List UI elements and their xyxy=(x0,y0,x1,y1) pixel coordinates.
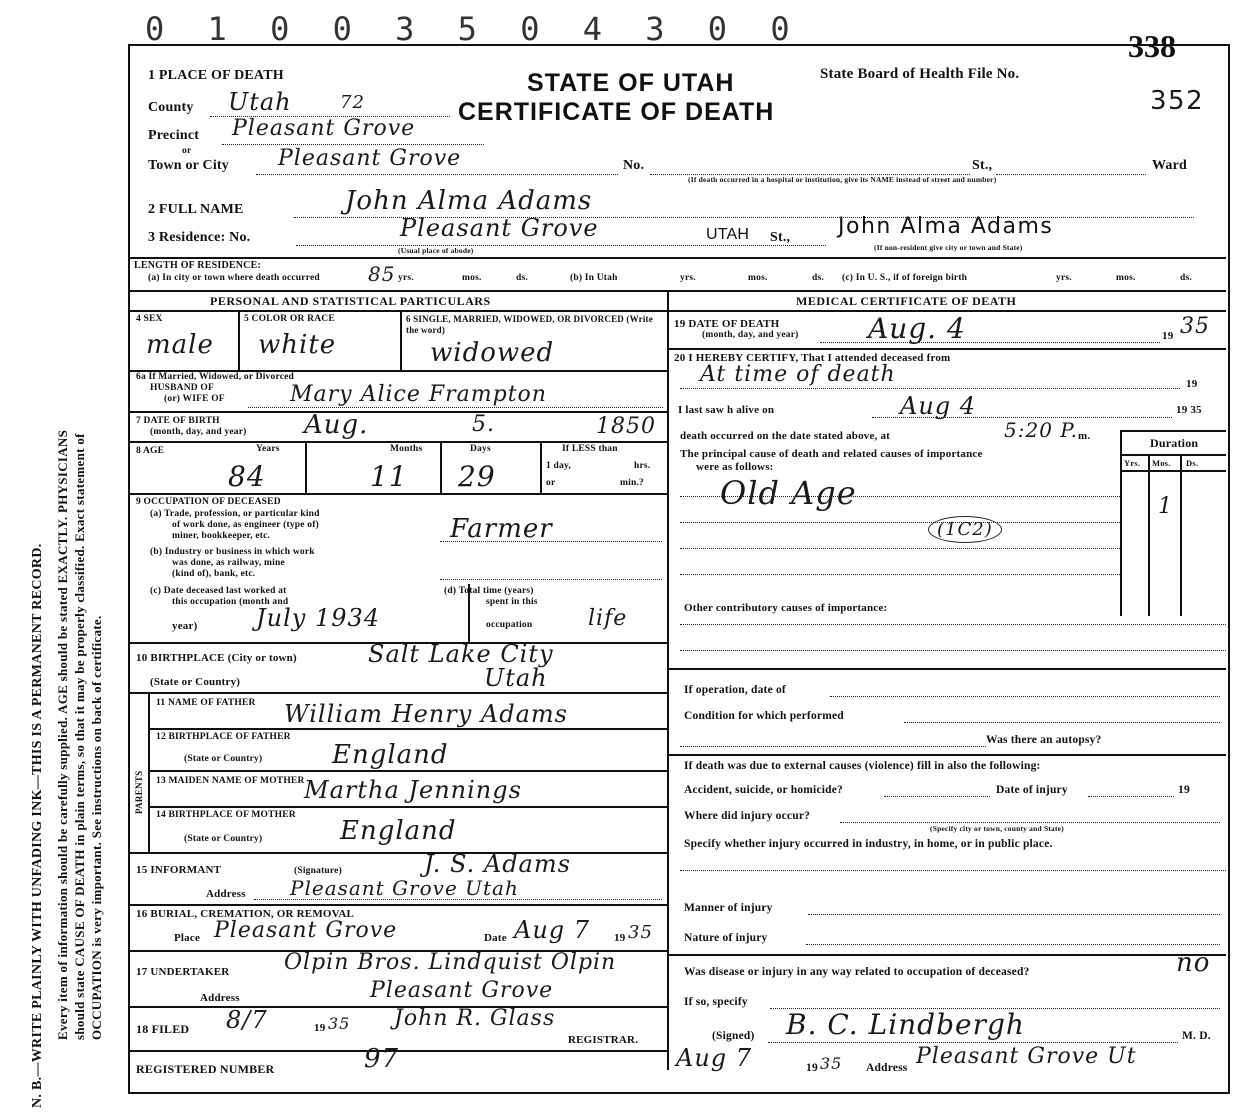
burial-date-value: Aug 7 xyxy=(514,916,591,944)
death-occurred-label: death occurred on the date stated above, at xyxy=(680,430,891,442)
burial-label: 16 BURIAL, CREMATION, OR REMOVAL xyxy=(136,908,355,920)
injury-year: 19 xyxy=(1178,784,1190,796)
father-value: William Henry Adams xyxy=(284,700,568,728)
duration-title: Duration xyxy=(1150,436,1199,450)
instructions-line-4: OCCUPATION is very important. See instructions on back of certificate. xyxy=(89,615,104,1040)
dob-year: 1850 xyxy=(596,414,656,439)
father-label: 11 NAME OF FATHER xyxy=(156,698,256,708)
father-birth-sub: (State or Country) xyxy=(184,754,263,764)
residence-c-yrs: yrs. xyxy=(1056,273,1072,283)
residence-label: 3 Residence: No. xyxy=(148,230,251,245)
father-birth-label: 12 BIRTHPLACE OF FATHER xyxy=(156,732,291,742)
signed-value: B. C. Lindbergh xyxy=(786,1008,1025,1041)
duration-mos: Mos. xyxy=(1152,458,1171,468)
sign-year-prefix: 19 xyxy=(806,1062,818,1074)
instructions-line-2: Every item of information should be carefully supplied. AGE should be stated EXACTLY. PHYSICIANS xyxy=(55,429,70,1040)
nature-label: Nature of injury xyxy=(684,932,768,944)
county-label: County xyxy=(148,100,194,115)
registrar-value: John R. Glass xyxy=(394,1006,556,1031)
mother-birth-value: England xyxy=(340,816,457,846)
cause-code: (1C2) xyxy=(928,516,1002,543)
filed-year-prefix: 19 xyxy=(314,1022,326,1034)
occ-d-value: life xyxy=(588,606,628,631)
informant-label: 15 INFORMANT xyxy=(136,864,222,876)
residence-state: UTAH xyxy=(706,226,750,243)
hospital-note: (If death occurred in a hospital or institution, give its NAME instead of street and number) xyxy=(688,175,997,184)
spouse-label-2: HUSBAND OF xyxy=(150,383,215,393)
undertaker-address-label: Address xyxy=(200,992,240,1004)
nonresident-note: (If non-resident give city or town and State) xyxy=(874,243,1023,252)
cause-label-1: The principal cause of death and related causes of importance xyxy=(680,448,983,460)
months-label: Months xyxy=(390,444,423,454)
precinct-label: Precinct xyxy=(148,128,200,143)
place-of-death-label: 1 PLACE OF DEATH xyxy=(148,68,284,83)
where-label: Where did injury occur? xyxy=(684,810,811,822)
town-value: Pleasant Grove xyxy=(278,146,462,171)
filed-date-value: 8/7 xyxy=(226,1006,268,1034)
age-years: 84 xyxy=(228,460,266,493)
birthplace-city: Salt Lake City xyxy=(368,640,554,668)
sign-address-value: Pleasant Grove Ut xyxy=(916,1044,1137,1069)
less-min: min.? xyxy=(620,478,644,488)
occupation-value: Farmer xyxy=(450,514,553,544)
residence-st-label: St., xyxy=(770,230,791,245)
occupation-label: 9 OCCUPATION OF DECEASED xyxy=(136,497,281,507)
residence-a-ds: ds. xyxy=(516,273,528,283)
spouse-label-3: (or) WIFE OF xyxy=(164,394,225,404)
occ-c-label: (c) Date deceased last worked at xyxy=(150,586,287,596)
abode-note: (Usual place of abode) xyxy=(398,246,474,255)
state-title: STATE OF UTAH xyxy=(527,69,735,97)
residence-b-label: (b) In Utah xyxy=(570,273,618,283)
informant-address-label: Address xyxy=(206,888,246,900)
residence-c-ds: ds. xyxy=(1180,273,1192,283)
occ-d-label-3: occupation xyxy=(486,620,533,630)
length-residence-label: LENGTH OF RESIDENCE: xyxy=(134,260,261,271)
dob-day: 5. xyxy=(472,412,495,437)
sex-value: male xyxy=(146,330,214,360)
residence-value: Pleasant Grove xyxy=(400,214,599,242)
residence-c-mos: mos. xyxy=(1116,273,1136,283)
attended-year: 19 xyxy=(1186,378,1198,390)
cause-value: Old Age xyxy=(720,474,857,512)
full-name-label: 2 FULL NAME xyxy=(148,202,244,217)
sign-address-label: Address xyxy=(866,1062,908,1074)
certificate-title: CERTIFICATE OF DEATH xyxy=(458,98,775,126)
last-saw-label: I last saw h alive on xyxy=(678,404,775,416)
filed-year-value: 35 xyxy=(328,1014,351,1033)
full-name-handwritten: John Alma Adams xyxy=(345,186,593,216)
street-label: St., xyxy=(972,158,993,173)
informant-address-value: Pleasant Grove Utah xyxy=(290,876,519,900)
serial-number: 0 1 0 0 3 5 0 4 3 0 0 xyxy=(145,10,802,48)
residence-a-yrs: yrs. xyxy=(398,273,414,283)
occ-d-label-2: spent in this xyxy=(486,597,538,607)
county-value: Utah xyxy=(228,88,292,116)
sign-year-value: 35 xyxy=(820,1054,843,1073)
burial-place-label: Place xyxy=(174,932,201,944)
age-label: 8 AGE xyxy=(136,446,165,456)
spouse-value: Mary Alice Frampton xyxy=(290,382,547,407)
last-saw-value: Aug 4 xyxy=(900,392,977,420)
years-label: Years xyxy=(256,444,280,454)
if-so-label: If so, specify xyxy=(684,996,748,1008)
date-of-death-year: 35 xyxy=(1180,314,1210,339)
where-sub: (Specify city or town, county and State) xyxy=(930,824,1064,833)
related-label: Was disease or injury in any way related to occupation of deceased? xyxy=(684,966,1030,978)
date-of-death-sub: (month, day, and year) xyxy=(702,330,799,340)
time-value: 5:20 P. xyxy=(1004,418,1079,442)
marital-value: widowed xyxy=(430,338,555,368)
duration-value: 1 xyxy=(1158,494,1173,519)
burial-year-prefix: 19 xyxy=(614,932,626,944)
color-label: 5 COLOR OR RACE xyxy=(244,314,335,324)
occ-d-label: (d) Total time (years) xyxy=(444,586,534,596)
occ-c-value: July 1934 xyxy=(256,604,381,632)
days-label: Days xyxy=(470,444,491,454)
residence-b-mos: mos. xyxy=(748,273,768,283)
mother-label: 13 MAIDEN NAME OF MOTHER xyxy=(156,776,305,786)
color-value: white xyxy=(258,330,337,360)
specify-label: Specify whether injury occurred in industry, in home, or in public place. xyxy=(684,838,1053,850)
cause-label-2: were as follows: xyxy=(696,461,774,473)
occ-a-label-2: of work done, as engineer (type of) xyxy=(172,520,319,530)
spouse-label-1: 6a If Married, Widowed, or Divorced xyxy=(136,372,295,382)
undertaker-value: Olpin Bros. Lindquist Olpin xyxy=(284,950,617,975)
occ-b-label-2: was done, as railway, mine xyxy=(172,558,285,568)
accident-label: Accident, suicide, or homicide? xyxy=(684,784,843,796)
page-number: 338 xyxy=(1128,28,1176,64)
sign-date-value: Aug 7 xyxy=(676,1044,753,1072)
attended-value: At time of death xyxy=(700,362,896,387)
last-saw-year: 19 35 xyxy=(1176,404,1202,416)
less-hrs: hrs. xyxy=(634,461,651,471)
occ-b-label: (b) Industry or business in which work xyxy=(150,547,315,557)
external-label: If death was due to external causes (violence) fill in also the following: xyxy=(684,760,1041,772)
father-birth-value: England xyxy=(332,740,449,770)
county-extra: 72 xyxy=(340,92,365,113)
date-of-death-year-prefix: 19 xyxy=(1162,330,1174,342)
dob-label: 7 DATE OF BIRTH xyxy=(136,416,220,426)
town-label: Town or City xyxy=(148,158,229,173)
registered-value: 97 xyxy=(364,1044,400,1074)
age-days: 29 xyxy=(458,460,496,493)
occ-b-label-3: (kind of), bank, etc. xyxy=(172,569,256,579)
registered-label: REGISTERED NUMBER xyxy=(136,1062,275,1076)
date-of-death-value: Aug. 4 xyxy=(868,312,966,345)
contrib-label: Other contributory causes of importance: xyxy=(684,602,888,614)
informant-value: J. S. Adams xyxy=(424,850,571,878)
ward-label: Ward xyxy=(1152,158,1188,173)
less-day: 1 day, xyxy=(546,461,571,471)
occ-a-label-3: miner, bookkeeper, etc. xyxy=(172,531,271,541)
marital-label: 6 SINGLE, MARRIED, WIDOWED, OR DIVORCED (Write the word) xyxy=(406,314,653,335)
certify-label: 20 I HEREBY CERTIFY, That I attended deceased from xyxy=(674,352,951,364)
sex-label: 4 SEX xyxy=(136,314,163,324)
mother-birth-sub: (State or Country) xyxy=(184,834,263,844)
time-unit: m. xyxy=(1078,430,1091,442)
personal-section-title: PERSONAL AND STATISTICAL PARTICULARS xyxy=(210,294,491,308)
occ-c-label-3: year) xyxy=(172,620,198,632)
residence-b-ds: ds. xyxy=(812,273,824,283)
birthplace-state: Utah xyxy=(484,664,548,692)
operation-label: If operation, date of xyxy=(684,684,786,696)
file-no-value: 352 xyxy=(1150,86,1205,116)
dob-month: Aug. xyxy=(304,410,369,440)
informant-sig-label: (Signature) xyxy=(294,866,342,876)
instructions-line-1: N. B.—WRITE PLAINLY WITH UNFADING INK—THIS IS A PERMANENT RECORD. xyxy=(30,543,45,1108)
file-no-label: State Board of Health File No. xyxy=(820,66,1020,82)
signed-label: (Signed) xyxy=(712,1030,755,1042)
condition-label: Condition for which performed xyxy=(684,710,844,722)
mother-value: Martha Jennings xyxy=(304,776,522,804)
burial-year-value: 35 xyxy=(628,922,653,943)
related-value: no xyxy=(1176,948,1211,978)
occ-c-label-2: this occupation (month and xyxy=(172,597,289,607)
less-or: or xyxy=(546,478,556,488)
residence-c-label: (c) In U. S., if of foreign birth xyxy=(842,273,968,283)
dob-sub: (month, day, and year) xyxy=(150,427,247,437)
birthplace-state-label: (State or Country) xyxy=(150,676,241,688)
parents-side-label: PARENTS xyxy=(134,770,144,814)
birthplace-label: 10 BIRTHPLACE (City or town) xyxy=(136,652,297,664)
less-label: If LESS than xyxy=(562,444,618,454)
instructions-sidebar xyxy=(0,0,125,1112)
residence-a-label: (a) In city or town where death occurred xyxy=(148,273,320,283)
age-months: 11 xyxy=(370,460,408,493)
manner-label: Manner of injury xyxy=(684,902,773,914)
date-of-death-label: 19 DATE OF DEATH xyxy=(674,318,780,330)
or-label: or xyxy=(182,146,192,156)
number-label: No. xyxy=(623,158,645,173)
undertaker-label: 17 UNDERTAKER xyxy=(136,966,230,978)
mother-birth-label: 14 BIRTHPLACE OF MOTHER xyxy=(156,810,296,820)
autopsy-label: Was there an autopsy? xyxy=(986,734,1102,746)
md-label: M. D. xyxy=(1182,1030,1211,1042)
burial-date-label: Date xyxy=(484,932,507,944)
injury-date-label: Date of injury xyxy=(996,784,1068,796)
filed-label: 18 FILED xyxy=(136,1022,190,1036)
undertaker-address-value: Pleasant Grove xyxy=(370,978,554,1003)
burial-place-value: Pleasant Grove xyxy=(214,918,398,943)
medical-section-title: MEDICAL CERTIFICATE OF DEATH xyxy=(796,294,1017,308)
registrar-label: REGISTRAR. xyxy=(568,1034,639,1046)
occ-a-label: (a) Trade, profession, or particular kind xyxy=(150,509,320,519)
duration-ds: Ds. xyxy=(1186,458,1199,468)
residence-a-mos: mos. xyxy=(462,273,482,283)
precinct-value: Pleasant Grove xyxy=(232,116,416,141)
residence-b-yrs: yrs. xyxy=(680,273,696,283)
instructions-line-3: should state CAUSE OF DEATH in plain terms, so that it may be properly classified. Exact statement of xyxy=(72,433,87,1040)
duration-yrs: Yrs. xyxy=(1124,458,1141,468)
residence-a-value: 85 xyxy=(368,262,396,286)
typed-full-name: John Alma Adams xyxy=(838,214,1054,239)
